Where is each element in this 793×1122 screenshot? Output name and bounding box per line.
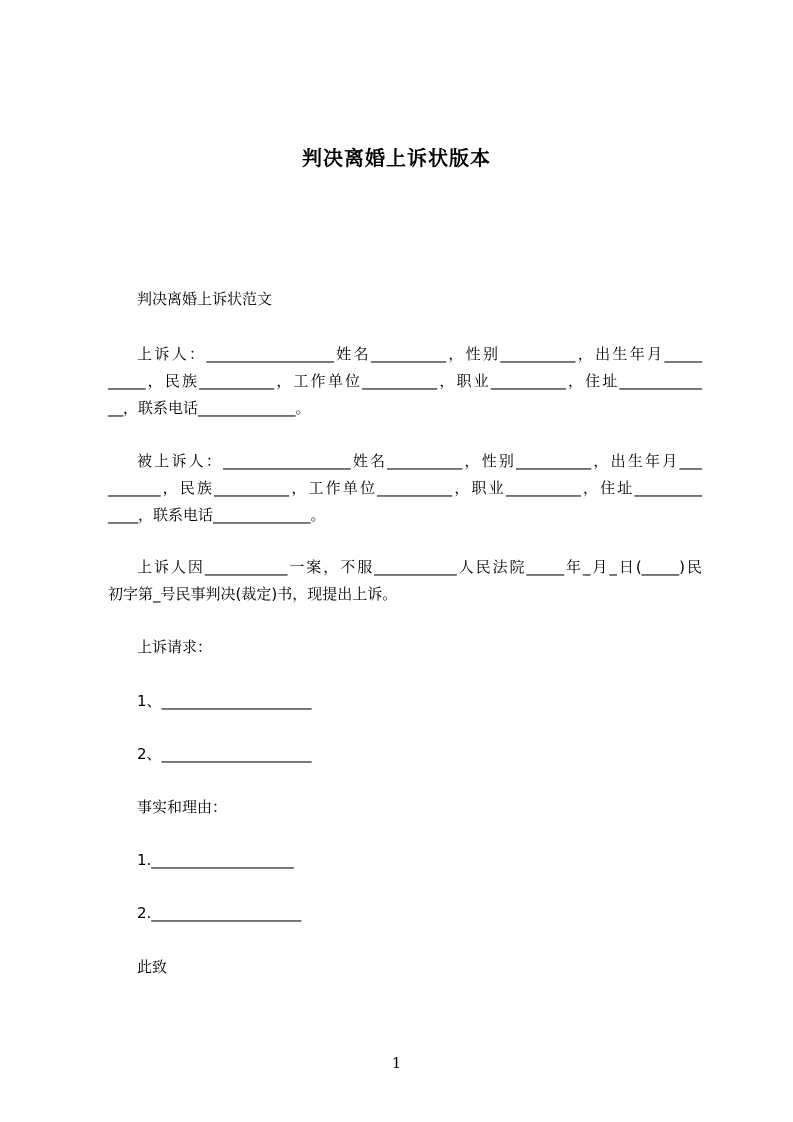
appellee-line-3: ____，联系电话_____________。 [108, 506, 326, 524]
cause-line-2: 初字第_号民事判决(裁定)书，现提出上诉。 [108, 585, 398, 603]
fact-item-2: 2.____________________ [137, 904, 302, 922]
claims-heading: 上诉请求： [137, 638, 213, 656]
appellant-line-3: __，联系电话_____________。 [108, 399, 311, 417]
facts-heading: 事实和理由： [137, 798, 228, 816]
page-number: 1 [391, 1054, 402, 1072]
document-title: 判决离婚上诉状版本 [302, 146, 491, 170]
fact-item-1: 1.___________________ [137, 851, 294, 869]
appellant-line-2: _____，民族__________，工作单位__________，职业__________，住址___________ [108, 372, 702, 390]
claim-item-1: 1、____________________ [137, 692, 312, 710]
appellant-line-1: 上诉人：_________________姓名__________，性别__________，出生年月_____ [137, 345, 702, 363]
claim-item-2: 2、____________________ [137, 745, 312, 763]
closing-text: 此致 [137, 958, 168, 976]
appellee-line-1: 被上诉人：_________________姓名__________，性别__________，出生年月___ [137, 452, 702, 470]
cause-line-1: 上诉人因___________一案，不服___________人民法院_____年_月_日(_____)民 [137, 558, 702, 576]
appellee-line-2: _______，民族__________，工作单位__________，职业__________，住址_________ [108, 479, 702, 497]
document-subtitle: 判决离婚上诉状范文 [137, 290, 273, 308]
